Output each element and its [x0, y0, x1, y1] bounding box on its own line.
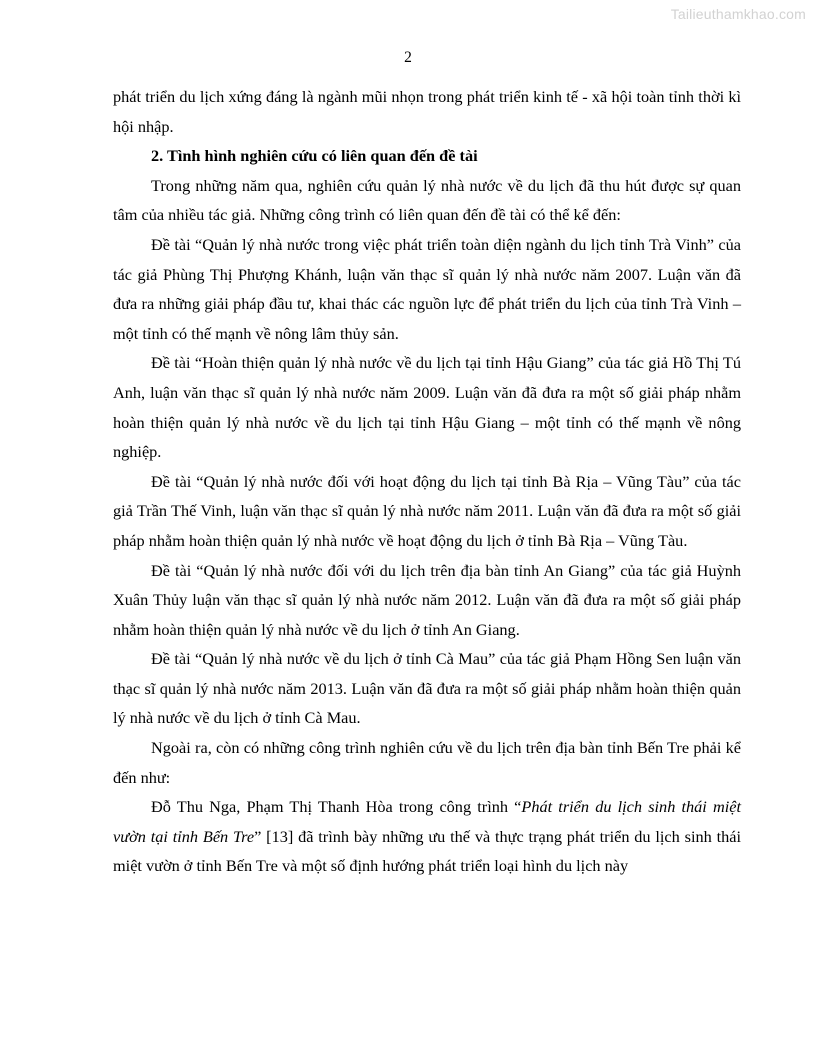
- watermark: Tailieuthamkhao.com: [670, 6, 806, 22]
- citation-tail: ” [13] đã trình bày những ưu thế và thực trạng phát triển du lịch sinh thái miệt vườn ở tỉnh Bến Tre và một số định hướng phát triển loại hình du lịch này: [113, 826, 741, 876]
- paragraph-tra-vinh: Đề tài “Quản lý nhà nước trong việc phát triển toàn diện ngành du lịch tỉnh Trà Vinh” của tác giả Phùng Thị Phượng Khánh, luận văn thạc sĩ quản lý nhà nước năm 2007. Luận văn đã đưa ra những giải pháp đầu tư, khai thác các nguồn lực để phát triển du lịch của tỉnh Trà Vinh – một tỉnh có thế mạnh về nông lâm thủy sản.: [113, 234, 741, 343]
- paragraph-ca-mau: Đề tài “Quản lý nhà nước về du lịch ở tỉnh Cà Mau” của tác giả Phạm Hồng Sen luận văn thạc sĩ quản lý nhà nước năm 2013. Luận văn đã đưa ra một số giải pháp nhằm hoàn thiện quản lý nhà nước về du lịch ở tỉnh Cà Mau.: [113, 649, 741, 728]
- continuation-paragraph: phát triển du lịch xứng đáng là ngành mũi nhọn trong phát triển kinh tế - xã hội toàn tỉnh thời kì hội nhập.: [113, 87, 741, 136]
- citation-title: Phát triển du lịch sinh thái miệt vườn tại tỉnh Bến Tre: [113, 797, 742, 846]
- page-number: 2: [404, 49, 412, 66]
- document-body: [113, 82, 741, 881]
- section-heading: 2. Tình hình nghiên cứu có liên quan đến đề tài: [151, 146, 478, 166]
- paragraph-hau-giang: Đề tài “Hoàn thiện quản lý nhà nước về du lịch tại tỉnh Hậu Giang” của tác giả Hồ Thị Tú Anh, luận văn thạc sĩ quản lý nhà nước năm 2009. Luận văn đã đưa ra một số giải pháp nhằm hoàn thiện quản lý nhà nước về du lịch tại tỉnh Hậu Giang – một tỉnh có thế mạnh về nông nghiệp.: [113, 353, 741, 462]
- paragraph-ben-tre-intro: Ngoài ra, còn có những công trình nghiên cứu về du lịch trên địa bàn tỉnh Bến Tre phải kể đến như:: [113, 738, 741, 787]
- paragraph-ben-tre-study: [113, 792, 741, 881]
- paragraph-an-giang: Đề tài “Quản lý nhà nước đối với du lịch trên địa bàn tỉnh An Giang” của tác giả Huỳnh Xuân Thủy luận văn thạc sĩ quản lý nhà nước năm 2012. Luận văn đã đưa ra một số giải pháp nhằm hoàn thiện quản lý nhà nước về du lịch ở tỉnh An Giang.: [113, 560, 741, 639]
- citation-lead: Đỗ Thu Nga, Phạm Thị Thanh Hòa trong công trình “: [151, 797, 522, 817]
- paragraph-ba-ria-vung-tau: Đề tài “Quản lý nhà nước đối với hoạt động du lịch tại tỉnh Bà Rịa – Vũng Tàu” của tác giả Trần Thế Vinh, luận văn thạc sĩ quản lý nhà nước năm 2011. Luận văn đã đưa ra một số giải pháp nhằm hoàn thiện quản lý nhà nước về hoạt động du lịch ở tỉnh Bà Rịa – Vũng Tàu.: [113, 471, 741, 550]
- paragraph-intro: Trong những năm qua, nghiên cứu quản lý nhà nước về du lịch đã thu hút được sự quan tâm của nhiều tác giả. Những công trình có liên quan đến đề tài có thể kể đến:: [113, 175, 741, 225]
